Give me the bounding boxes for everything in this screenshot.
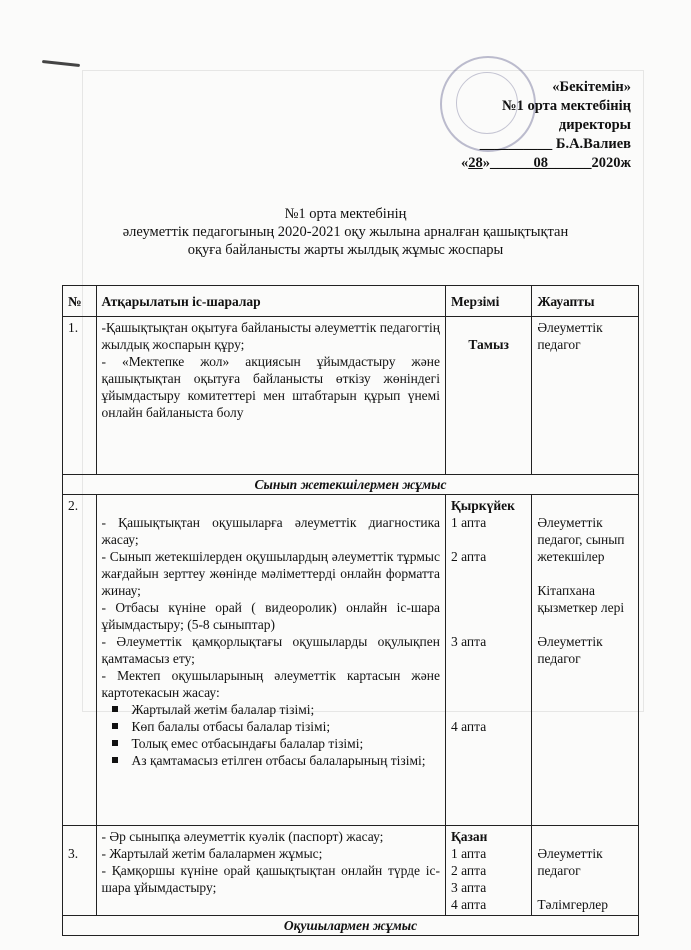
activity-item: - Қамқоршы күніне орай қашықтықтан онлайн түрде іс-шара ұйымдастыру;: [101, 863, 440, 895]
row-responsible: [532, 826, 639, 916]
list-item: Аз қамтамасыз етілген отбасы балаларының тізімі;: [102, 752, 440, 769]
title-line-3: оқуға байланысты жарты жылдық жұмыс жоспары: [187, 242, 504, 258]
section-title: Оқушылармен жұмыс: [63, 916, 639, 936]
header-activities: Атқарылатын іс-шаралар: [96, 286, 445, 317]
bullet-icon: [112, 757, 118, 763]
row-activities: [96, 317, 445, 475]
responsible-person: Тәлімгерлер: [537, 897, 608, 912]
activity-item: - Мектеп оқушыларының әлеуметтік картасын және картотекасын жасау:: [101, 668, 440, 700]
pen-mark: [42, 60, 80, 67]
term-week: 2 апта: [450, 863, 487, 878]
responsible-person: Әлеуметтік педагог: [537, 320, 603, 352]
activity-item: -Қашықтықтан оқытуға байланысты әлеуметтік педагогтің жылдық жоспарын құру;: [101, 320, 440, 352]
section-row: [63, 475, 639, 495]
row-responsible: [532, 317, 639, 475]
list-item: Көп балалы отбасы балалар тізімі;: [102, 718, 440, 735]
approval-director-name: __________ Б.А.Валиев: [479, 136, 631, 152]
bullet-icon: [112, 740, 118, 746]
term-week: 4 апта: [450, 719, 487, 734]
header-number: №: [63, 286, 97, 317]
term-week: 3 апта: [450, 880, 487, 895]
title-line-2: әлеуметтік педагогының 2020-2021 оқу жылына арналған қашықтықтан: [122, 224, 569, 240]
list-item: Толық емес отбасындағы балалар тізімі;: [102, 735, 440, 752]
bullet-icon: [112, 706, 118, 712]
row-term: [445, 317, 531, 475]
activity-item: - Жартылай жетім балалармен жұмыс;: [101, 846, 323, 861]
document-title: [0, 205, 691, 259]
responsible-person: Әлеуметтік педагог: [537, 846, 603, 878]
work-plan-table: [62, 285, 639, 936]
responsible-person: Әлеуметтік педагог, сынып жетекшілер: [537, 515, 625, 564]
approval-block: [461, 78, 631, 173]
activity-item: - Әлеуметтік қамқорлықтағы оқушыларды оқулықпен қамтамасыз ету;: [101, 634, 440, 666]
section-row: [63, 916, 639, 936]
approval-date: «28»______08______2020ж: [460, 155, 631, 171]
term-week: 4 апта: [450, 897, 487, 912]
activity-item: - Сынып жетекшілерден оқушылардың әлеуметтік тұрмыс жағдайын зерттеу жөнінде мәліметтерді онлайн форматта жинау;: [101, 549, 440, 598]
row-activities: [96, 495, 445, 826]
approval-heading: «Бекітемін»: [552, 79, 631, 95]
term-month: Тамыз: [468, 337, 509, 352]
table-row: [63, 826, 639, 916]
table-row: [63, 317, 639, 475]
term-month: Қазан: [450, 829, 488, 844]
table-row: [63, 495, 639, 826]
approval-position: директоры: [558, 117, 631, 133]
activity-item: - Әр сыныпқа әлеуметтік куәлік (паспорт) жасау;: [101, 829, 384, 844]
responsible-person: Кітапхана қызметкер лері: [537, 583, 625, 615]
term-week: 1 апта: [450, 846, 487, 861]
row-number: 2.: [63, 495, 97, 826]
row-term: [445, 826, 531, 916]
bullet-icon: [112, 723, 118, 729]
section-title: Сынып жетекшілермен жұмыс: [63, 475, 639, 495]
term-week: 3 апта: [450, 634, 487, 649]
title-line-1: №1 орта мектебінің: [284, 206, 407, 222]
row-number: 1.: [63, 317, 97, 475]
row-activities: [96, 826, 445, 916]
header-responsible: Жауапты: [532, 286, 639, 317]
row-responsible: [532, 495, 639, 826]
responsible-person: Әлеуметтік педагог: [537, 634, 603, 666]
table-header-row: [63, 286, 639, 317]
header-term: Мерзімі: [445, 286, 531, 317]
row-number: 3.: [63, 826, 97, 916]
term-week: 2 апта: [450, 549, 487, 564]
term-week: 1 апта: [450, 515, 487, 530]
approval-school: №1 орта мектебінің: [502, 98, 631, 114]
list-item: Жартылай жетім балалар тізімі;: [102, 701, 440, 718]
activity-item: - Қашықтықтан оқушыларға әлеуметтік диагностика жасау;: [101, 515, 440, 547]
activity-item: - «Мектепке жол» акциясын ұйымдастыру және қашықтықтан оқытуға байланысты өткізу жөніндегі ұйымдастыру комитеттері мен штабтарын құрып үнемі онлайн байланыста болу: [101, 354, 440, 420]
row-term: [445, 495, 531, 826]
term-month: Қыркүйек: [450, 498, 515, 513]
activity-item: - Отбасы күніне орай ( видеоролик) онлайн іс-шара ұйымдастыру; (5-8 сыныптар): [101, 600, 440, 632]
